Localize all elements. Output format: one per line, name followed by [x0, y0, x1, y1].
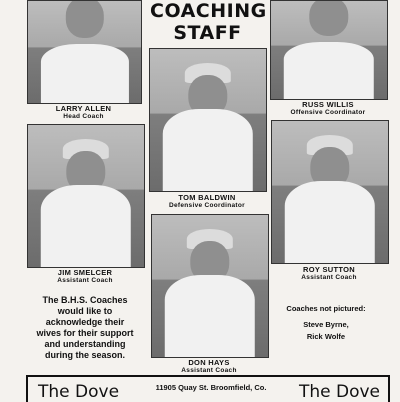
not-pictured-heading: Coaches not pictured:: [286, 304, 366, 313]
coach-name: ROY SUTTON: [303, 265, 355, 274]
footer-ad: [26, 375, 390, 402]
coach-caption-roy-sutton: [271, 265, 387, 281]
page-title: [150, 0, 265, 44]
coach-photo-don-hays: [151, 214, 269, 358]
coach-name: JIM SMELCER: [57, 268, 113, 277]
footer-brand-right: The Dove: [298, 382, 380, 402]
coach-role: Head Coach: [63, 113, 104, 120]
coach-photo-russ-willis: [270, 0, 388, 100]
coach-photo-larry-allen: [27, 0, 142, 104]
acknowledgement-text: The B.H.S. Coaches would like to acknowledge their wives for their support and understanding during the season.: [36, 295, 134, 360]
title-line-1: COACHING: [150, 0, 267, 22]
coach-name: TOM BALDWIN: [178, 193, 236, 202]
coach-photo-roy-sutton: [271, 120, 389, 264]
coach-name: RUSS WILLIS: [302, 100, 354, 109]
coach-role: Assistant Coach: [57, 277, 113, 284]
footer-address: 11905 Quay St. Broomfield, Co.: [155, 383, 267, 392]
coach-caption-russ-willis: [266, 100, 390, 116]
not-pictured-name: Steve Byrne,: [303, 320, 349, 329]
coach-name: LARRY ALLEN: [55, 104, 112, 113]
coach-caption-jim-smelcer: [27, 268, 143, 284]
not-pictured-list: [276, 303, 376, 343]
coach-photo-tom-baldwin: [149, 48, 267, 192]
coach-caption-tom-baldwin: [145, 193, 269, 209]
coach-caption-larry-allen: [27, 104, 140, 120]
coach-name: DON HAYS: [188, 358, 230, 367]
not-pictured-name: Rick Wolfe: [306, 332, 346, 341]
coach-role: Assistant Coach: [301, 274, 357, 281]
coach-role: Assistant Coach: [181, 367, 237, 374]
coach-photo-jim-smelcer: [27, 124, 145, 268]
coach-caption-don-hays: [151, 358, 267, 374]
title-line-2: STAFF: [173, 22, 242, 44]
footer-brand-left: The Dove: [38, 382, 120, 402]
coach-role: Defensive Coordinator: [168, 202, 245, 209]
coach-role: Offensive Coordinator: [290, 109, 366, 116]
